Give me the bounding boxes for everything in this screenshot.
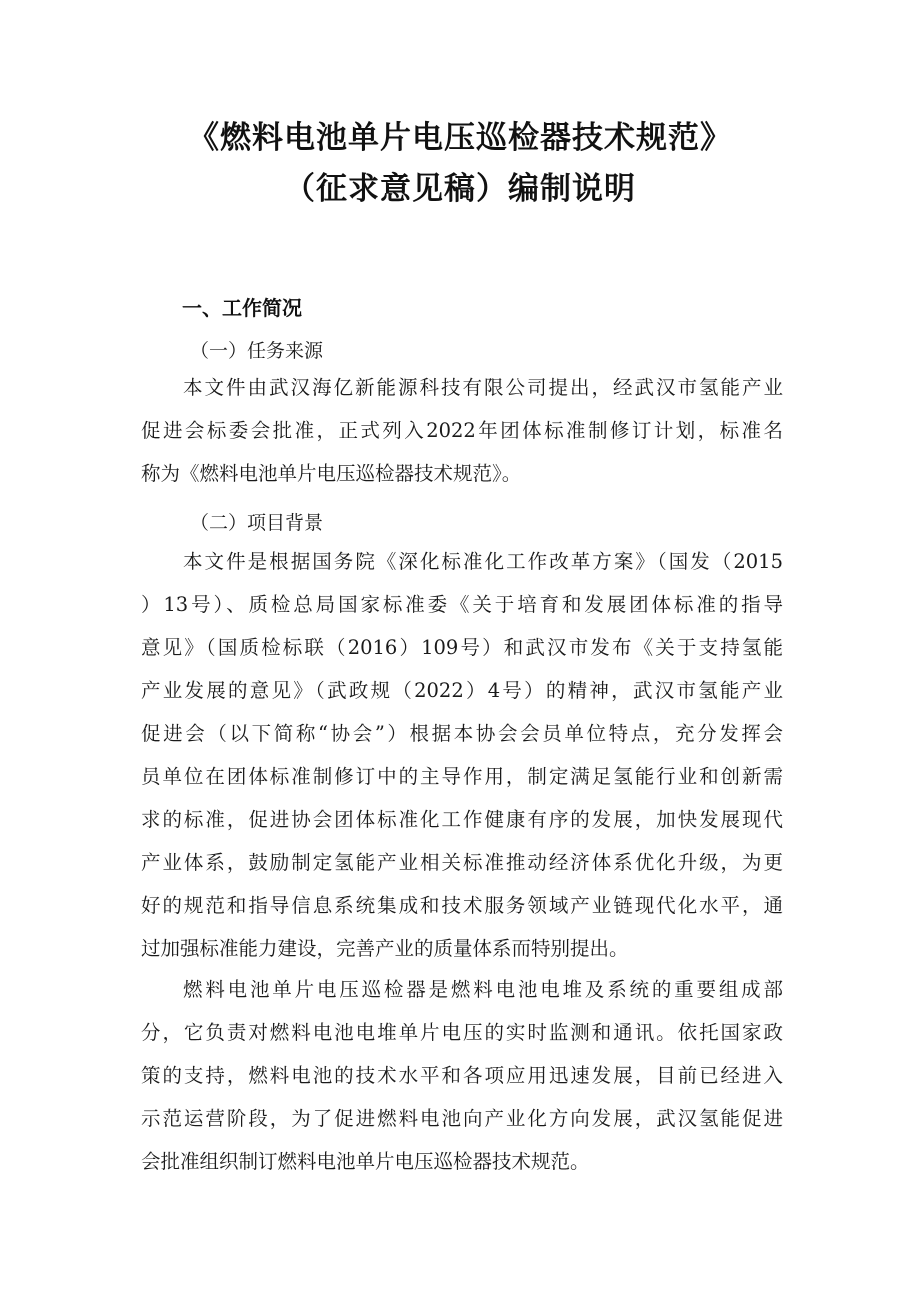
paragraph-line: 促进会（以下简称“协会”）根据本协会会员单位特点，充分发挥会 <box>141 722 783 745</box>
paragraph-line: 分，它负责对燃料电池电堆单片电压的实时监测和通讯。依托国家政 <box>141 1021 783 1044</box>
paragraph-line: 员单位在团体标准制修订中的主导作用，制定满足氢能行业和创新需 <box>141 765 783 788</box>
paragraph-line: 过加强标准能力建设，完善产业的质量体系而特别提出。 <box>141 937 629 960</box>
paragraph-line: 产业发展的意见》（武政规（2022）4号）的精神，武汉市氢能产业 <box>141 679 783 702</box>
paragraph-line: 本文件是根据国务院《深化标准化工作改革方案》（国发（2015 <box>183 550 783 573</box>
paragraph-line: 产业体系，鼓励制定氢能产业相关标准推动经济体系优化升级，为更 <box>141 851 783 874</box>
subsection-heading-task-source: （一）任务来源 <box>190 340 324 362</box>
paragraph-project-background-2 <box>141 968 783 1183</box>
paragraph-line: 本文件由武汉海亿新能源科技有限公司提出，经武汉市氢能产业 <box>183 376 783 399</box>
document-title-line1: 《燃料电池单片电压巡检器技术规范》 <box>188 120 732 156</box>
paragraph-line: 称为《燃料电池单片电压巡检器技术规范》。 <box>141 462 522 485</box>
paragraph-task-source <box>141 366 783 495</box>
paragraph-line: 会批准组织制订燃料电池单片电压巡检器技术规范。 <box>141 1150 590 1173</box>
subsection-heading-project-background: （二）项目背景 <box>190 512 324 534</box>
paragraph-line: 策的支持，燃料电池的技术水平和各项应用迅速发展，目前已经进入 <box>141 1064 783 1087</box>
paragraph-line: 意见》（国质检标联（2016）109号）和武汉市发布《关于支持氢能 <box>141 636 783 659</box>
section-heading-work-overview: 一、工作简况 <box>182 296 302 320</box>
paragraph-line: 促进会标委会批准，正式列入2022年团体标准制修订计划，标准名 <box>141 419 783 442</box>
document-title-line2: （征求意见稿）编制说明 <box>284 171 636 207</box>
paragraph-line: ）13号）、质检总局国家标准委《关于培育和发展团体标准的指导 <box>141 593 783 616</box>
paragraph-line: 燃料电池单片电压巡检器是燃料电池电堆及系统的重要组成部 <box>183 978 783 1001</box>
paragraph-line: 求的标准，促进协会团体标准化工作健康有序的发展，加快发展现代 <box>141 808 783 831</box>
paragraph-line: 好的规范和指导信息系统集成和技术服务领域产业链现代化水平，通 <box>141 894 783 917</box>
paragraph-line: 示范运营阶段，为了促进燃料电池向产业化方向发展，武汉氢能促进 <box>141 1107 783 1130</box>
paragraph-project-background-1 <box>141 540 783 970</box>
